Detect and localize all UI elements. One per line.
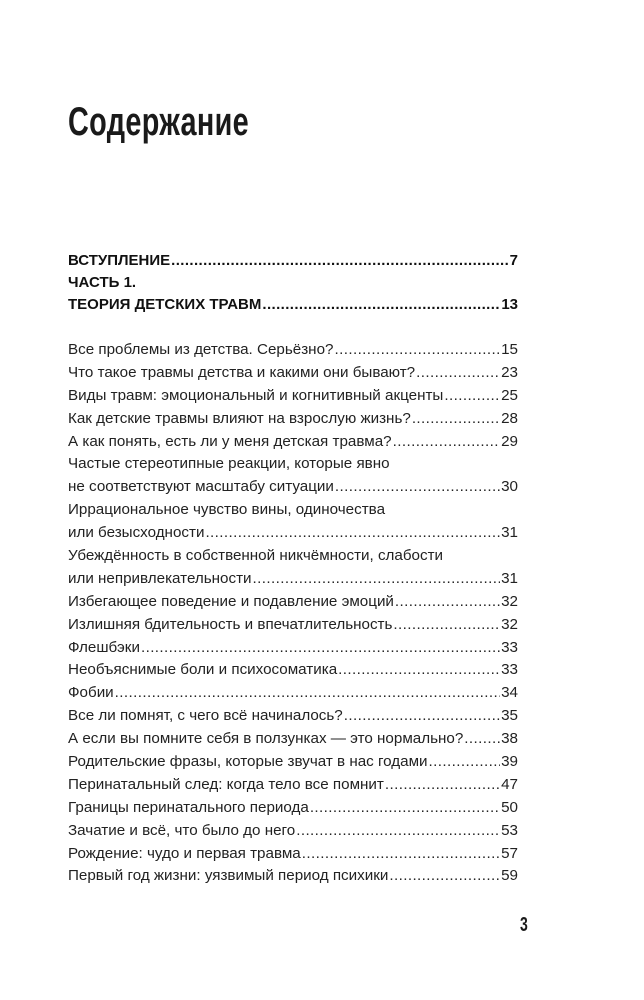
dot-leader [310, 797, 500, 820]
toc-entry-title: Иррациональное чувство вины, одиночества [68, 501, 386, 519]
toc-entry [68, 591, 518, 614]
dot-leader [385, 774, 500, 797]
toc-entry-page: 30 [501, 478, 518, 496]
toc-entry-title: Частые стереотипные реакции, которые явно [68, 455, 390, 473]
dot-leader [262, 294, 500, 316]
toc-entry [68, 774, 518, 797]
toc-entry-page: 31 [501, 569, 518, 587]
toc-entry [68, 272, 518, 294]
toc-entry-title: Родительские фразы, которые звучат в нас годами [68, 753, 428, 771]
toc-entry [68, 797, 518, 820]
toc-entry-title: Виды травм: эмоциональный и когнитивный акценты [68, 386, 444, 404]
toc-entry [68, 385, 518, 408]
toc-entry-title: Рождение: чудо и первая травма [68, 844, 301, 862]
toc-entry [68, 294, 518, 316]
toc-entry-title: Зачатие и всё, что было до него [68, 821, 296, 839]
toc-entries [68, 339, 518, 888]
toc-entry-title: Как детские травмы влияют на взрослую жизнь? [68, 409, 411, 427]
dot-leader [395, 591, 500, 614]
toc-entry-title: Все ли помнят, с чего всё начиналось? [68, 707, 343, 725]
toc-entry-title: ВСТУПЛЕНИЕ [68, 252, 171, 269]
toc-entry [68, 682, 518, 705]
toc-entry [68, 545, 518, 568]
toc-entry [68, 408, 518, 431]
toc-entry [68, 705, 518, 728]
toc-entry-title: Границы перинатального периода [68, 798, 309, 816]
toc-entry [68, 614, 518, 637]
dot-leader [171, 250, 509, 272]
toc-entry-page: 31 [501, 524, 518, 542]
toc-entry-title: не соответствуют масштабу ситуации [68, 478, 334, 496]
toc-entry-title: ТЕОРИЯ ДЕТСКИХ ТРАВМ [68, 296, 262, 313]
toc-entry [68, 865, 518, 888]
toc-entry-page: 47 [501, 775, 518, 793]
dot-leader [334, 339, 500, 362]
toc-entry-title: Флешбэки [68, 638, 140, 656]
dot-leader [205, 522, 500, 545]
dot-leader [296, 820, 500, 843]
dot-leader [302, 843, 500, 866]
toc-entry [68, 250, 518, 272]
dot-leader [464, 728, 500, 751]
toc-entry [68, 499, 518, 522]
toc-entry-page: 29 [501, 432, 518, 450]
toc-entry-page: 50 [501, 798, 518, 816]
toc-entry-page: 39 [501, 753, 518, 771]
dot-leader [429, 751, 501, 774]
toc-entry-page: 28 [501, 409, 518, 427]
dot-leader [412, 408, 500, 431]
toc-entry-page: 32 [501, 592, 518, 610]
toc-entry-title: А как понять, есть ли у меня детская травма? [68, 432, 392, 450]
toc-entry-page: 32 [501, 615, 518, 633]
toc-entry-title: или безысходности [68, 524, 205, 542]
toc-entry [68, 820, 518, 843]
dot-leader [416, 362, 500, 385]
toc-entry-title: ЧАСТЬ 1. [68, 274, 137, 291]
toc-entry [68, 431, 518, 454]
dot-leader [389, 865, 500, 888]
toc-entry-page: 25 [501, 386, 518, 404]
toc-entry-title: Что такое травмы детства и какими они бывают? [68, 363, 416, 381]
dot-leader [141, 637, 500, 660]
dot-leader [115, 682, 500, 705]
toc-entry-title: Избегающее поведение и подавление эмоций [68, 592, 394, 610]
toc-entry-title: А если вы помните себя в ползунках — это нормально? [68, 730, 464, 748]
toc-part-headings [68, 250, 518, 316]
toc-entry [68, 728, 518, 751]
toc-entry-title: Перинатальный след: когда тело все помнит [68, 775, 384, 793]
toc-entry-title: или непривлекательности [68, 569, 252, 587]
toc-entry [68, 568, 518, 591]
toc-entry [68, 453, 518, 476]
toc-entry [68, 637, 518, 660]
toc-entry-page: 53 [501, 821, 518, 839]
dot-leader [444, 385, 500, 408]
toc-entry-title: Все проблемы из детства. Серьёзно? [68, 341, 334, 358]
toc-entry-page: 33 [501, 661, 518, 679]
toc-entry-page: 34 [501, 684, 518, 702]
dot-leader [335, 476, 500, 499]
toc-entry [68, 476, 518, 499]
toc-entry-page: 57 [501, 844, 518, 862]
dot-leader [338, 659, 500, 682]
toc-entry-page: 15 [501, 341, 518, 358]
page-number: 3 [520, 914, 528, 936]
dot-leader [393, 614, 500, 637]
page-title: Содержание [68, 100, 250, 144]
toc-entry-page: 23 [501, 363, 518, 381]
toc-entry-page: 35 [501, 707, 518, 725]
toc-entry-page: 33 [501, 638, 518, 656]
toc-entry-page: 13 [501, 296, 518, 313]
toc-entry-title: Излишняя бдительность и впечатлительность [68, 615, 393, 633]
toc-entry-page: 59 [501, 867, 518, 885]
toc-entry [68, 843, 518, 866]
toc-entry [68, 751, 518, 774]
toc-entry-title: Первый год жизни: уязвимый период психики [68, 867, 389, 885]
toc-entry [68, 339, 518, 362]
toc-entry-page: 7 [509, 252, 518, 269]
toc-entry [68, 659, 518, 682]
dot-leader [253, 568, 501, 591]
toc-entry-title: Фобии [68, 684, 114, 702]
toc-entry [68, 362, 518, 385]
dot-leader [393, 431, 501, 454]
toc-entry-page: 38 [501, 730, 518, 748]
toc-entry-title: Необъяснимые боли и психосоматика [68, 661, 338, 679]
dot-leader [344, 705, 500, 728]
toc-entry [68, 522, 518, 545]
toc-entry-title: Убеждённость в собственной никчёмности, слабости [68, 547, 444, 565]
